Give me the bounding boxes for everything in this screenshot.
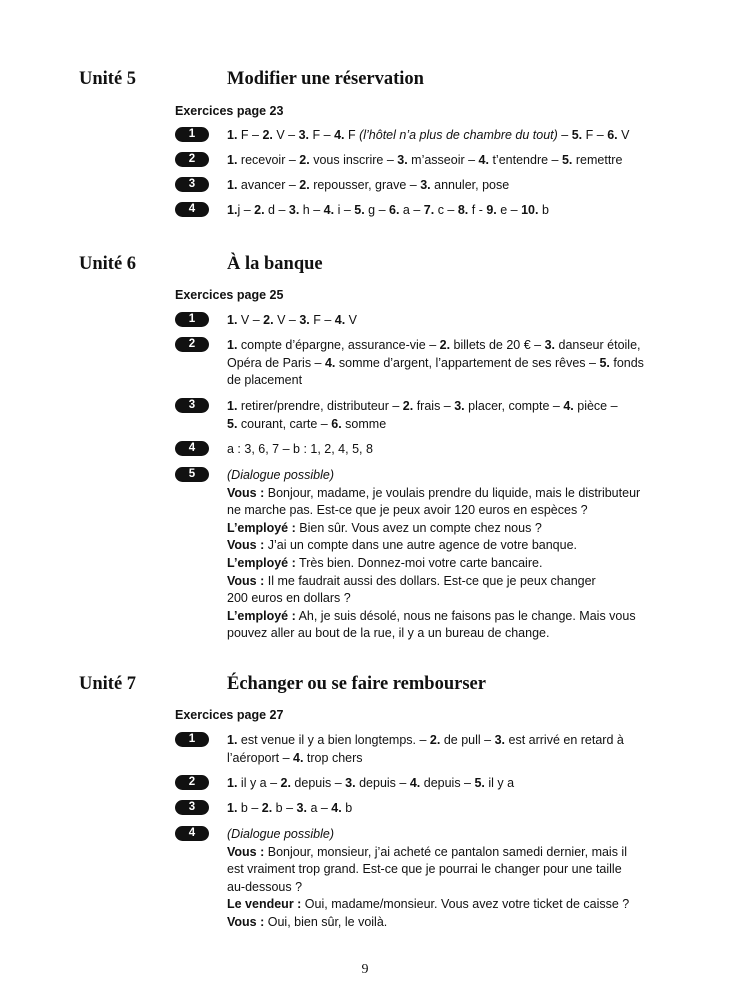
answer-line: 1. F – 2. V – 3. F – 4. F (l’hôtel n’a plus de chambre du tout) – 5. F – 6. V <box>227 128 630 142</box>
unit-label: Unité 7 <box>79 674 137 694</box>
unit-section-7 <box>0 674 730 929</box>
exercise-page-ref: Exercices page 27 <box>175 708 284 722</box>
exercise-number-badge: 4 <box>175 441 209 456</box>
answer-line: 1. recevoir – 2. vous inscrire – 3. m’asseoir – 4. t’entendre – 5. remettre <box>227 153 623 167</box>
answer-line: 1. V – 2. V – 3. F – 4. V <box>227 313 358 327</box>
answer-line: 1. est venue il y a bien longtemps. – 2. de pull – 3. est arrivé en retard à <box>227 733 624 747</box>
exercise-answer <box>227 202 657 220</box>
answer-line: L’employé : Ah, je suis désolé, nous ne faisons pas le change. Mais vous <box>227 608 636 623</box>
answer-line: 1. avancer – 2. repousser, grave – 3. annuler, pose <box>227 178 510 192</box>
unit-header <box>0 69 730 99</box>
exercise-answer <box>227 177 657 195</box>
answer-line: ne marche pas. Est-ce que je peux avoir 120 euros en espèces ? <box>227 503 588 518</box>
exercise-number-badge: 1 <box>175 312 209 327</box>
exercise-answer <box>227 337 657 390</box>
unit-title: Modifier une réservation <box>227 69 424 89</box>
answer-line: Vous : Bonjour, monsieur, j’ai acheté ce pantalon samedi dernier, mais il <box>227 844 627 859</box>
unit-label: Unité 5 <box>79 69 137 89</box>
exercise-answer <box>227 152 657 170</box>
answer-line: 1. retirer/prendre, distributeur – 2. frais – 3. placer, compte – 4. pièce – <box>227 399 618 413</box>
exercise-answer <box>227 312 657 330</box>
page-number: 9 <box>361 962 369 977</box>
answer-line: 1. compte d’épargne, assurance-vie – 2. billets de 20 € – 3. danseur étoile, <box>227 338 641 352</box>
unit-label: Unité 6 <box>79 254 137 274</box>
exercise-answer <box>227 732 657 767</box>
answer-line: 1.j – 2. d – 3. h – 4. i – 5. g – 6. a – 7. c – 8. f - 9. e – 10. b <box>227 203 549 217</box>
answer-line: Opéra de Paris – 4. somme d’argent, l’appartement de ses rêves – 5. fonds <box>227 355 644 370</box>
answer-line: 200 euros en dollars ? <box>227 591 351 606</box>
answer-line: 1. il y a – 2. depuis – 3. depuis – 4. depuis – 5. il y a <box>227 776 515 790</box>
answer-line: est vraiment trop grand. Est-ce que je pourrai le changer pour une taille <box>227 862 622 877</box>
answer-line: Vous : Il me faudrait aussi des dollars. Est-ce que je peux changer <box>227 573 596 588</box>
answer-line: (Dialogue possible) <box>227 827 335 841</box>
answer-line: Vous : Bonjour, madame, je voulais prendre du liquide, mais le distributeur <box>227 485 641 500</box>
answer-line: (Dialogue possible) <box>227 468 335 482</box>
exercise-answer <box>227 826 657 932</box>
unit-title: À la banque <box>227 254 323 274</box>
answer-line: 5. courant, carte – 6. somme <box>227 416 387 431</box>
exercise-number-badge: 1 <box>175 732 209 747</box>
exercise-number-badge: 5 <box>175 467 209 482</box>
unit-header <box>0 254 730 284</box>
exercise-answer <box>227 800 657 818</box>
exercise-answer <box>227 398 657 433</box>
answer-line: L’employé : Très bien. Donnez-moi votre carte bancaire. <box>227 555 543 570</box>
answer-line: Le vendeur : Oui, madame/monsieur. Vous avez votre ticket de caisse ? <box>227 897 630 912</box>
unit-header <box>0 674 730 704</box>
exercise-page-ref: Exercices page 25 <box>175 288 284 302</box>
answer-line: l’aéroport – 4. trop chers <box>227 750 363 765</box>
exercise-number-badge: 3 <box>175 177 209 192</box>
answer-line: pouvez aller au bout de la rue, il y a un bureau de change. <box>227 626 550 641</box>
exercise-number-badge: 3 <box>175 398 209 413</box>
exercise-number-badge: 4 <box>175 202 209 217</box>
exercise-answer <box>227 127 657 145</box>
exercise-number-badge: 2 <box>175 337 209 352</box>
exercise-number-badge: 2 <box>175 775 209 790</box>
answer-line: a : 3, 6, 7 – b : 1, 2, 4, 5, 8 <box>227 442 373 456</box>
answer-line: Vous : Oui, bien sûr, le voilà. <box>227 914 388 929</box>
exercise-answer <box>227 467 657 643</box>
exercise-answer <box>227 441 657 459</box>
unit-section-5 <box>0 69 730 217</box>
answer-line: Vous : J’ai un compte dans une autre agence de votre banque. <box>227 538 578 553</box>
unit-section-6 <box>0 254 730 641</box>
answer-line: de placement <box>227 373 303 388</box>
exercise-number-badge: 2 <box>175 152 209 167</box>
exercise-number-badge: 1 <box>175 127 209 142</box>
unit-title: Échanger ou se faire rembourser <box>227 674 486 694</box>
exercise-answer <box>227 775 657 793</box>
answer-line: 1. b – 2. b – 3. a – 4. b <box>227 801 353 815</box>
exercise-number-badge: 4 <box>175 826 209 841</box>
answer-line: L’employé : Bien sûr. Vous avez un compte chez nous ? <box>227 520 542 535</box>
answer-line: au-dessous ? <box>227 879 303 894</box>
exercise-page-ref: Exercices page 23 <box>175 104 284 118</box>
exercise-number-badge: 3 <box>175 800 209 815</box>
